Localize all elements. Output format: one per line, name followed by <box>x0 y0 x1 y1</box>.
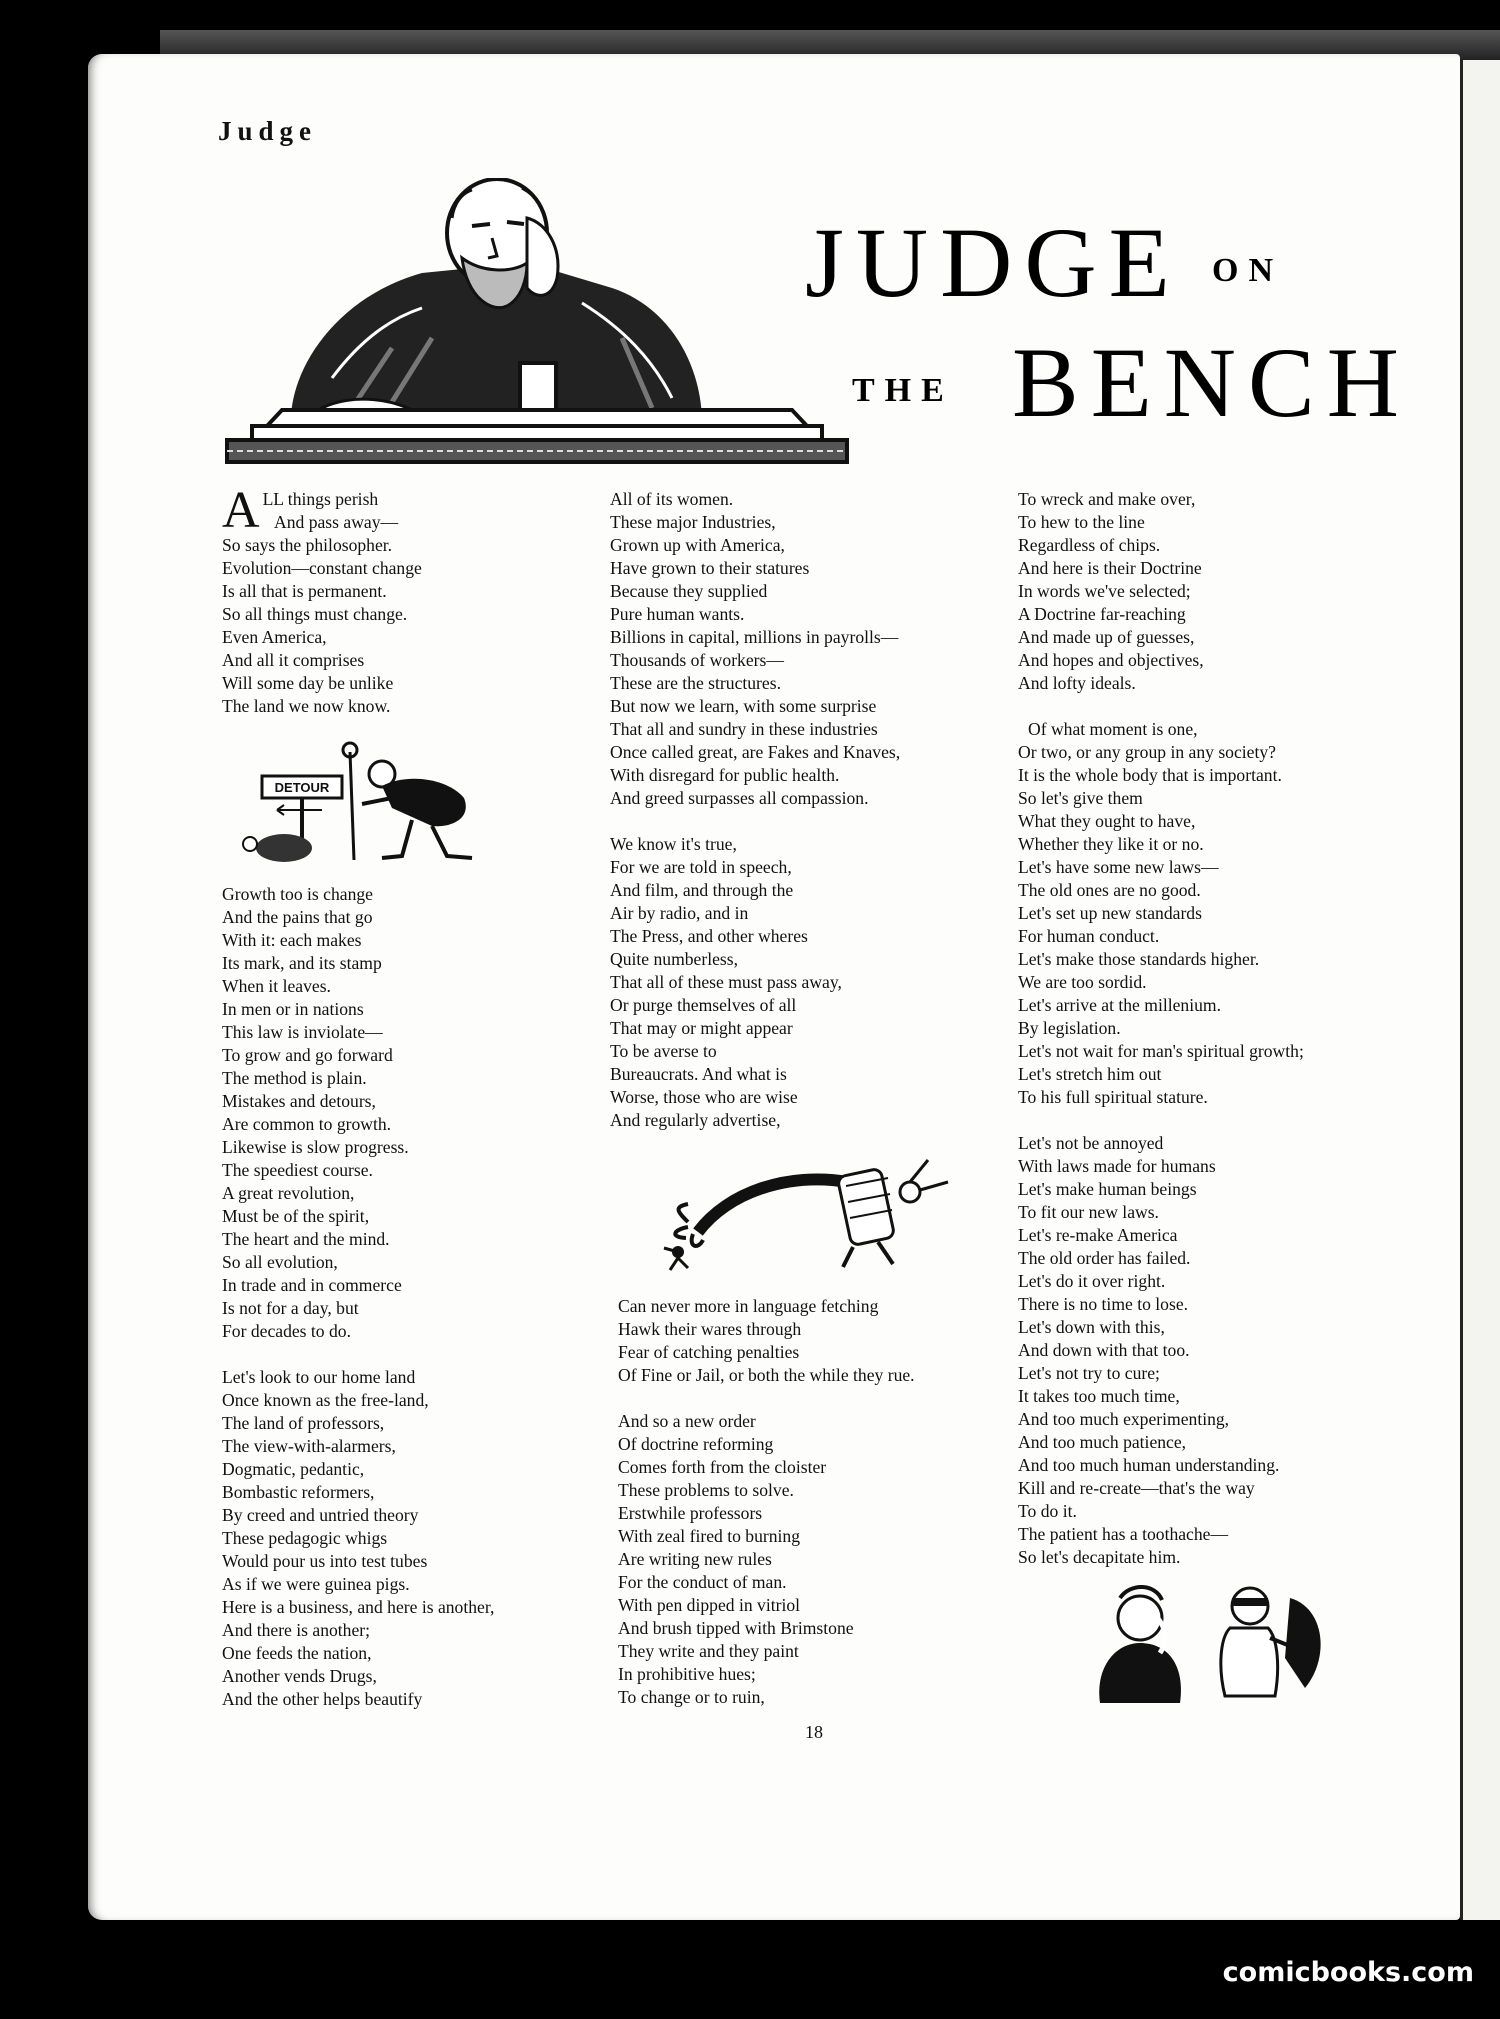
poem-line: Let's make those standards higher. <box>1018 949 1260 969</box>
facing-page-edge <box>1460 60 1500 1920</box>
poem-line: For the conduct of man. <box>618 1572 787 1592</box>
poem-line: A great revolution, <box>222 1183 355 1203</box>
poem-line: Regardless of chips. <box>1018 535 1161 555</box>
poem-line: What they ought to have, <box>1018 811 1196 831</box>
poem-line: And here is their Doctrine <box>1018 558 1202 578</box>
poem-line: And too much experimenting, <box>1018 1409 1230 1429</box>
poem-line: A Doctrine far-reaching <box>1018 604 1186 624</box>
poem-line: Its mark, and its stamp <box>222 953 382 973</box>
poem-line: The view-with-alarmers, <box>222 1436 396 1456</box>
poem-line: Of what moment is one, <box>1028 719 1198 739</box>
poem-line: These pedagogic whigs <box>222 1528 388 1548</box>
poem-line: The Press, and other wheres <box>610 926 808 946</box>
poem-line: Erstwhile professors <box>618 1503 763 1523</box>
poem-line: Fear of catching penalties <box>618 1342 800 1362</box>
poem-line: Is not for a day, but <box>222 1298 359 1318</box>
poem-line: Evolution—constant change <box>222 558 422 578</box>
poem-line: And lofty ideals. <box>1018 673 1136 693</box>
poem-line: And regularly advertise, <box>610 1110 781 1130</box>
poem-line: And all it comprises <box>222 650 365 670</box>
poem-line: And film, and through the <box>610 880 794 900</box>
poem-line: Let's make human beings <box>1018 1179 1197 1199</box>
poem-line: They write and they paint <box>618 1641 799 1661</box>
poem-line: The heart and the mind. <box>222 1229 390 1249</box>
poem-line: For human conduct. <box>1018 926 1160 946</box>
poem-line: In trade and in commerce <box>222 1275 402 1295</box>
stanza-gap <box>610 810 1010 833</box>
poem-line: Are common to growth. <box>222 1114 392 1134</box>
poem-line: That may or might appear <box>610 1018 793 1038</box>
poem-line: Here is a business, and here is another, <box>222 1597 495 1617</box>
poem-line: In men or in nations <box>222 999 364 1019</box>
poem-line: To grow and go forward <box>222 1045 393 1065</box>
poem-line: Kill and re-create—that's the way <box>1018 1478 1255 1498</box>
poem-line: To hew to the line <box>1018 512 1145 532</box>
poem-line: With laws made for humans <box>1018 1156 1216 1176</box>
stanza-gap <box>1018 1109 1418 1132</box>
poem-line: And brush tipped with Brimstone <box>618 1618 854 1638</box>
poem-line: Comes forth from the cloister <box>618 1457 827 1477</box>
poem-line: Grown up with America, <box>610 535 785 555</box>
poem-line: Once known as the free-land, <box>222 1390 429 1410</box>
poem-line: To do it. <box>1018 1501 1077 1521</box>
poem-column-2-continued <box>618 1295 1018 1709</box>
poem-line: This law is inviolate— <box>222 1022 383 1042</box>
poem-line: And too much patience, <box>1018 1432 1187 1452</box>
poem-line: Because they supplied <box>610 581 768 601</box>
poem-column-1-continued <box>222 883 622 1711</box>
poem-line: So says the philosopher. <box>222 535 393 555</box>
poem-line: Let's look to our home land <box>222 1367 416 1387</box>
title-word-judge: JUDGE <box>805 207 1182 318</box>
poem-line: So let's decapitate him. <box>1018 1547 1181 1567</box>
poem-line: Can never more in language fetching <box>618 1296 879 1316</box>
poem-line: Let's down with this, <box>1018 1317 1165 1337</box>
poem-line: All of its women. <box>610 489 734 509</box>
poem-line: Are writing new rules <box>618 1549 772 1569</box>
poem-line: It takes too much time, <box>1018 1386 1180 1406</box>
poem-line: To his full spiritual stature. <box>1018 1087 1208 1107</box>
poem-line: Dogmatic, pedantic, <box>222 1459 365 1479</box>
poem-line: Air by radio, and in <box>610 903 749 923</box>
poem-line: One feeds the nation, <box>222 1643 372 1663</box>
poem-line: Let's arrive at the millenium. <box>1018 995 1221 1015</box>
title-word-bench: BENCH <box>1012 327 1411 438</box>
poem-line: To wreck and make over, <box>1018 489 1196 509</box>
poem-column-3 <box>1018 488 1418 1569</box>
poem-line: The old order has failed. <box>1018 1248 1191 1268</box>
poem-line: Growth too is change <box>222 884 373 904</box>
poem-line: Bureaucrats. And what is <box>610 1064 787 1084</box>
poem-line: With pen dipped in vitriol <box>618 1595 801 1615</box>
site-watermark: comicbooks.com <box>1222 1957 1474 1988</box>
title-word-the: THE <box>852 372 954 409</box>
stanza-gap <box>618 1387 1018 1410</box>
poem-line: In prohibitive hues; <box>618 1664 756 1684</box>
poem-line: Let's re-make America <box>1018 1225 1178 1245</box>
poem-line: That all of these must pass away, <box>610 972 842 992</box>
poem-line: Another vends Drugs, <box>222 1666 377 1686</box>
poem-line: We know it's true, <box>610 834 737 854</box>
poem-line: With disregard for public health. <box>610 765 840 785</box>
poem-line: Must be of the spirit, <box>222 1206 370 1226</box>
poem-line: By creed and untried theory <box>222 1505 419 1525</box>
toothache-illustration <box>1090 1578 1340 1708</box>
poem-line: By legislation. <box>1018 1018 1121 1038</box>
poem-line: The speediest course. <box>222 1160 373 1180</box>
poem-line: Would pour us into test tubes <box>222 1551 428 1571</box>
poem-line: Will some day be unlike <box>222 673 394 693</box>
poem-line: Worse, those who are wise <box>610 1087 798 1107</box>
poem-line: To change or to ruin, <box>618 1687 765 1707</box>
poem-line: That all and sundry in these industries <box>610 719 878 739</box>
poem-line: Of doctrine reforming <box>618 1434 774 1454</box>
poem-line: The method is plain. <box>222 1068 367 1088</box>
stanza-gap <box>1018 695 1418 718</box>
page-number: 18 <box>805 1722 823 1742</box>
poem-line: And too much human understanding. <box>1018 1455 1280 1475</box>
poem-line: And so a new order <box>618 1411 756 1431</box>
poem-line: Thousands of workers— <box>610 650 784 670</box>
poem-line: Once called great, are Fakes and Knaves, <box>610 742 901 762</box>
poem-line: And down with that too. <box>1018 1340 1190 1360</box>
poem-line: These are the structures. <box>610 673 781 693</box>
poem-line: Let's stretch him out <box>1018 1064 1162 1084</box>
poem-line: Let's not wait for man's spiritual growth; <box>1018 1041 1304 1061</box>
poem-line: In words we've selected; <box>1018 581 1191 601</box>
drop-cap: A <box>222 482 260 539</box>
detour-sign-text: DETOUR <box>274 780 330 795</box>
poem-line: And greed surpasses all compassion. <box>610 788 869 808</box>
poem-line: Billions in capital, millions in payrolls— <box>610 627 899 647</box>
poem-line: Pure human wants. <box>610 604 745 624</box>
poem-line: Whether they like it or no. <box>1018 834 1204 854</box>
poem-line: With it: each makes <box>222 930 362 950</box>
poem-line: And made up of guesses, <box>1018 627 1195 647</box>
poem-line: Likewise is slow progress. <box>222 1137 409 1157</box>
poem-line: Let's have some new laws— <box>1018 857 1219 877</box>
poem-line: So all things must change. <box>222 604 408 624</box>
section-label: Judge <box>218 116 318 146</box>
poem-line: When it leaves. <box>222 976 331 996</box>
poem-line: The patient has a toothache— <box>1018 1524 1229 1544</box>
poem-line: And the other helps beautify <box>222 1689 423 1709</box>
poem-line: But now we learn, with some surprise <box>610 696 877 716</box>
poem-line: Let's set up new standards <box>1018 903 1202 923</box>
poem-line: To be averse to <box>610 1041 717 1061</box>
poem-line: Even America, <box>222 627 327 647</box>
poem-line: So all evolution, <box>222 1252 338 1272</box>
poem-line: Is all that is permanent. <box>222 581 387 601</box>
poem-column-1 <box>222 482 622 718</box>
poem-line: And hopes and objectives, <box>1018 650 1204 670</box>
poem-line: Quite numberless, <box>610 949 739 969</box>
poem-line: For decades to do. <box>222 1321 351 1341</box>
poem-line: LL things perish <box>262 489 379 509</box>
poem-line: As if we were guinea pigs. <box>222 1574 410 1594</box>
poem-line: These problems to solve. <box>618 1480 794 1500</box>
poem-line: For we are told in speech, <box>610 857 792 877</box>
title-word-on: ON <box>1212 252 1283 289</box>
scroll-chasing-illustration <box>648 1152 968 1272</box>
poem-line: The land we now know. <box>222 696 391 716</box>
poem-line: Or two, or any group in any society? <box>1018 742 1276 762</box>
poem-line: So let's give them <box>1018 788 1143 808</box>
poem-line: Hawk their wares through <box>618 1319 802 1339</box>
poem-line: These major Industries, <box>610 512 776 532</box>
poem-line: There is no time to lose. <box>1018 1294 1189 1314</box>
poem-line: And the pains that go <box>222 907 373 927</box>
poem-line: And pass away— <box>274 512 399 532</box>
poem-line: The old ones are no good. <box>1018 880 1201 900</box>
stanza-gap <box>222 1343 622 1366</box>
poem-line: It is the whole body that is important. <box>1018 765 1282 785</box>
poem-line: Of Fine or Jail, or both the while they rue. <box>618 1365 915 1385</box>
poem-line: Let's not try to cure; <box>1018 1363 1160 1383</box>
poem-line: Let's do it over right. <box>1018 1271 1166 1291</box>
judge-illustration <box>222 178 854 468</box>
poem-line: Let's not be annoyed <box>1018 1133 1164 1153</box>
poem-column-2 <box>610 488 1010 1132</box>
poem-line: The land of professors, <box>222 1413 385 1433</box>
poem-line: To fit our new laws. <box>1018 1202 1159 1222</box>
poem-line: Have grown to their statures <box>610 558 810 578</box>
poem-line: Mistakes and detours, <box>222 1091 376 1111</box>
poem-line: And there is another; <box>222 1620 371 1640</box>
poem-line: We are too sordid. <box>1018 972 1147 992</box>
poem-line: Or purge themselves of all <box>610 995 797 1015</box>
poem-line: Bombastic reformers, <box>222 1482 375 1502</box>
detour-illustration <box>232 738 512 868</box>
poem-line: With zeal fired to burning <box>618 1526 801 1546</box>
